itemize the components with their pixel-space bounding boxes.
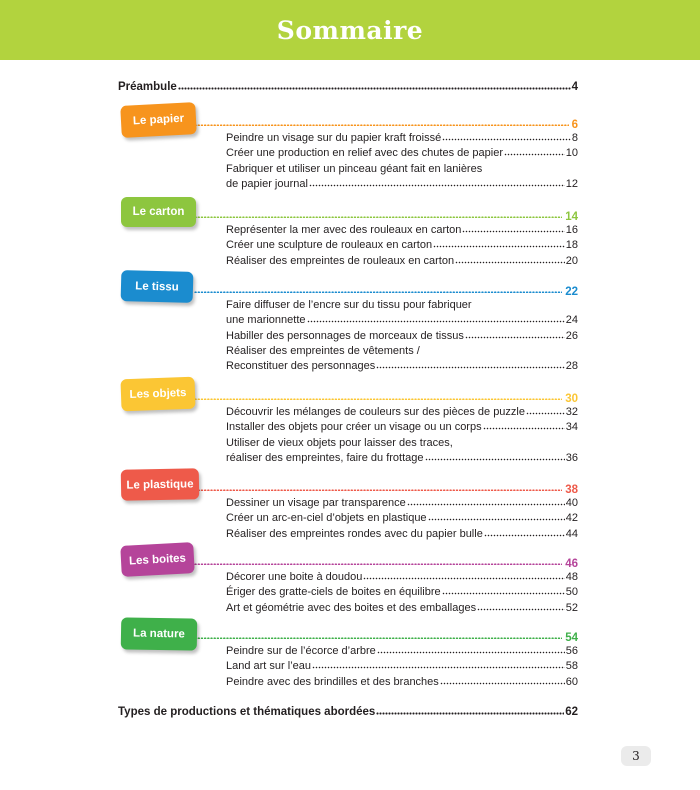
toc-entry[interactable] — [226, 675, 578, 689]
dot-leader — [462, 223, 564, 233]
category-page: 22 — [565, 286, 578, 298]
dot-leader — [307, 313, 565, 323]
category-page: 30 — [565, 393, 578, 405]
category-badge[interactable]: Le plastique — [121, 468, 200, 500]
category-line[interactable] — [194, 286, 578, 298]
page-title: Sommaire — [276, 15, 424, 45]
category-page: 46 — [565, 558, 578, 570]
entry-page: 50 — [565, 586, 578, 599]
category-badge[interactable]: Le carton — [121, 197, 196, 227]
entry-title: Ériger des gratte-ciels de boites en équilibre — [226, 586, 441, 599]
category-page: 14 — [565, 211, 578, 223]
category-badge[interactable]: Le papier — [120, 102, 197, 138]
entry-title: Peindre avec des brindilles et des branches — [226, 675, 439, 688]
dot-leader — [312, 659, 565, 669]
entry-title: Décorer une boite à doudou — [226, 571, 363, 583]
toc-entry[interactable] — [226, 659, 578, 673]
dotted-rule — [194, 398, 562, 400]
entry-page: 62 — [565, 706, 578, 718]
entry-page: 48 — [565, 571, 578, 583]
dotted-rule — [194, 124, 569, 126]
entry-title: Préambule — [118, 81, 177, 93]
dotted-rule — [194, 563, 562, 565]
entry-page: 20 — [565, 254, 578, 267]
dot-leader — [407, 496, 565, 506]
dot-leader — [483, 420, 565, 430]
toc-entry[interactable] — [226, 177, 578, 191]
toc-entry[interactable] — [226, 313, 578, 327]
entry-page: 16 — [565, 224, 578, 236]
category-line[interactable] — [194, 393, 578, 405]
toc-entry[interactable] — [226, 496, 578, 510]
toc-entry[interactable] — [226, 131, 578, 145]
entry-page: 26 — [565, 329, 578, 342]
entry-page: 18 — [565, 239, 578, 252]
toc-entry[interactable] — [226, 223, 578, 237]
dotted-rule — [194, 216, 562, 218]
entry-page: 52 — [565, 601, 578, 614]
dot-leader — [455, 254, 565, 264]
page-number: 3 — [621, 746, 651, 766]
toc-entry-preamble[interactable] — [118, 80, 578, 94]
entry-title: Réaliser des empreintes de rouleaux en carton — [226, 254, 455, 267]
toc-entry[interactable] — [226, 254, 578, 268]
entry-page: 44 — [565, 527, 578, 540]
toc-entry[interactable] — [226, 405, 578, 419]
entry-title: une marionnette — [226, 314, 306, 327]
entry-page: 12 — [565, 177, 578, 190]
dot-leader — [363, 570, 564, 580]
dot-leader — [433, 238, 565, 248]
toc-entry[interactable] — [226, 585, 578, 599]
toc-entry[interactable] — [226, 451, 578, 465]
entry-title: Découvrir les mélanges de couleurs sur des pièces de puzzle — [226, 406, 525, 418]
entry-title: Représenter la mer avec des rouleaux en carton — [226, 224, 462, 236]
dot-leader — [526, 405, 565, 415]
toc-entry[interactable] — [226, 601, 578, 615]
dot-leader — [440, 675, 565, 685]
toc-entry[interactable] — [226, 238, 578, 252]
entry-title: Reconstituer des personnages — [226, 360, 376, 373]
category-line[interactable] — [194, 484, 578, 496]
category-badge[interactable]: Les objets — [120, 377, 195, 412]
entry-page: 40 — [565, 497, 578, 509]
toc-entry[interactable] — [226, 329, 578, 343]
entry-title: Réaliser des empreintes rondes avec du papier bulle — [226, 527, 483, 540]
entry-title: réaliser des empreintes, faire du frottage — [226, 451, 424, 464]
entry-title: Créer un arc-en-ciel d’objets en plastique — [226, 512, 427, 525]
entry-page: 4 — [571, 81, 578, 93]
entry-page: 24 — [565, 314, 578, 327]
dot-leader — [442, 585, 565, 595]
entry-title: Art et géométrie avec des boites et des emballages — [226, 601, 477, 614]
dot-leader — [425, 451, 565, 461]
entry-title: Peindre un visage sur du papier kraft froissé — [226, 132, 442, 144]
dot-leader — [477, 601, 565, 611]
entry-page: 60 — [565, 675, 578, 688]
entry-title: Créer une sculpture de rouleaux en carton — [226, 239, 433, 252]
entry-page: 28 — [565, 360, 578, 373]
entry-page: 58 — [565, 660, 578, 673]
category-badge[interactable]: La nature — [121, 617, 198, 650]
category-page: 38 — [565, 484, 578, 496]
entry-title-first-line: Réaliser des empreintes de vêtements / — [226, 344, 420, 357]
entry-title: Installer des objets pour créer un visage ou un corps — [226, 421, 482, 434]
entry-title: Créer une production en relief avec des chutes de papier — [226, 147, 504, 160]
toc-entry[interactable] — [226, 527, 578, 541]
toc-entry[interactable] — [226, 359, 578, 373]
dotted-rule — [194, 637, 562, 639]
entry-title: Peindre sur de l’écorce d’arbre — [226, 645, 376, 657]
category-page: 6 — [571, 119, 578, 131]
dot-leader — [178, 80, 571, 90]
dot-leader — [465, 329, 565, 339]
dotted-rule — [194, 489, 562, 491]
entry-page: 36 — [565, 451, 578, 464]
category-line[interactable] — [194, 558, 578, 570]
entry-page: 56 — [565, 645, 578, 657]
entry-title: Land art sur l’eau — [226, 660, 311, 673]
dot-leader — [484, 527, 565, 537]
category-badge[interactable]: Les boites — [120, 542, 195, 577]
dot-leader — [504, 146, 565, 156]
header-banner — [0, 0, 700, 60]
category-line[interactable] — [194, 211, 578, 223]
toc-entry[interactable] — [226, 420, 578, 434]
toc-entry[interactable] — [226, 511, 578, 525]
entry-title-first-line: Faire diffuser de l’encre sur du tissu pour fabriquer — [226, 299, 472, 311]
entry-title: Types de productions et thématiques abordées — [118, 706, 376, 718]
entry-page: 10 — [565, 147, 578, 160]
category-line[interactable] — [194, 632, 578, 644]
entry-page: 32 — [565, 406, 578, 418]
toc-entry[interactable] — [226, 146, 578, 160]
toc-entry[interactable] — [226, 644, 578, 658]
entry-title: de papier journal — [226, 177, 308, 190]
toc-entry-closing[interactable] — [118, 705, 578, 719]
entry-title-first-line: Fabriquer et utiliser un pinceau géant fait en lanières — [226, 162, 483, 175]
category-line[interactable] — [194, 119, 578, 131]
dot-leader — [377, 644, 565, 654]
dot-leader — [428, 511, 565, 521]
entry-page: 34 — [565, 421, 578, 434]
entry-page: 8 — [571, 132, 578, 144]
entry-title-first-line: Utiliser de vieux objets pour laisser des traces, — [226, 436, 453, 449]
toc-entry[interactable] — [226, 570, 578, 584]
dot-leader — [376, 705, 564, 715]
entry-title: Habiller des personnages de morceaux de tissus — [226, 329, 464, 342]
category-badge[interactable]: Le tissu — [121, 270, 194, 303]
dot-leader — [442, 131, 571, 141]
dotted-rule — [194, 291, 562, 293]
dot-leader — [376, 359, 565, 369]
dot-leader — [309, 177, 565, 187]
entry-page: 42 — [565, 512, 578, 525]
category-page: 54 — [565, 632, 578, 644]
entry-title: Dessiner un visage par transparence — [226, 497, 406, 509]
